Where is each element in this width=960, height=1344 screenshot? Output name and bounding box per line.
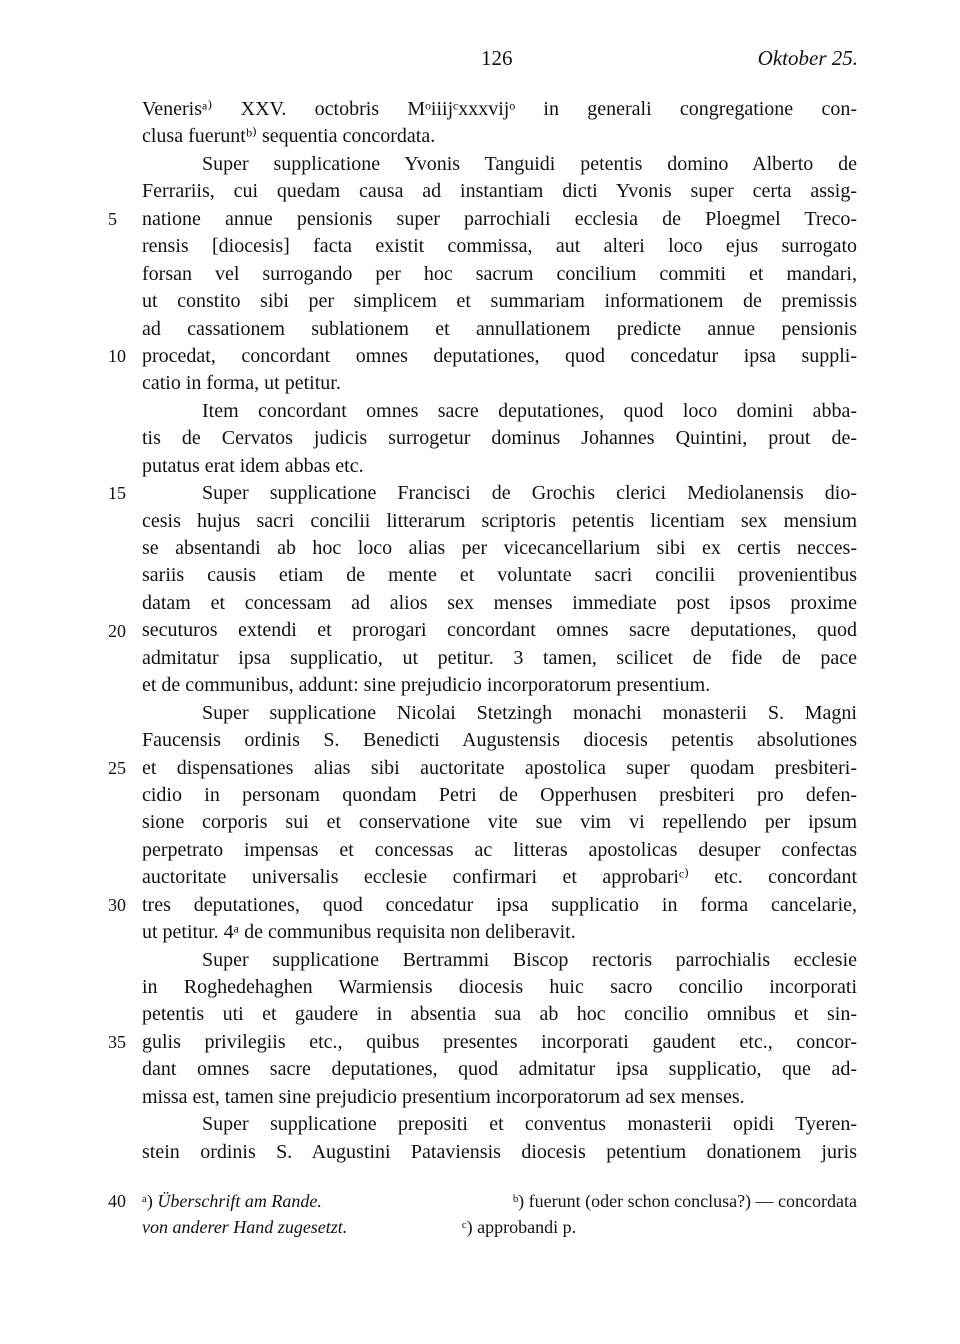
line-number: 25: [108, 757, 126, 778]
text-line: sariis causis etiam de mente et voluntate sacri concilii provenientibus: [142, 564, 857, 587]
text-line: missa est, tamen sine prejudicio presentium incorporatorum ad sex menses.: [142, 1085, 745, 1108]
text-line: procedat, concordant omnes deputationes, quod concedatur ipsa suppli-: [142, 344, 857, 367]
footnote-text: Überschrift am Rande.: [157, 1191, 322, 1211]
text-line: datam et concessam ad alios sex menses immediate post ipsos proxime: [142, 591, 857, 614]
footnote-text: fuerunt (oder schon conclusa?) — concordata: [528, 1191, 857, 1211]
body-text: [142, 96, 857, 1166]
text-line: cidio in personam quondam Petri de Opperhusen presbiteri pro defen-: [142, 783, 857, 806]
footnote-text: von anderer Hand zugesetzt.: [142, 1217, 348, 1237]
footnotes: [142, 1188, 857, 1240]
text-line: Venerisᵃ⁾ XXV. octobris Mᵒiiijᶜxxxvijᵒ in generali congregatione con-: [142, 98, 857, 120]
text-line: dant omnes sacre deputationes, quod admitatur ipsa supplicatio, que ad-: [142, 1058, 857, 1081]
text-line: cesis hujus sacri concilii litterarum scriptoris petentis licentiam sex mensium: [142, 509, 857, 532]
text-line: ut constito sibi per simplicem et summariam informationem de premissis: [142, 290, 857, 313]
running-title: Oktober 25.: [757, 46, 858, 70]
text-line: ut petitur. 4ᵃ de communibus requisita non deliberavit.: [142, 921, 576, 944]
page-header: [0, 46, 960, 76]
text-line: tres deputationes, quod concedatur ipsa supplicatio in forma cancelarie,: [142, 893, 857, 916]
text-line: Item concordant omnes sacre deputationes, quod loco domini abba-: [202, 399, 857, 422]
text-line: forsan vel surrogando per hoc sacrum concilium commiti et mandari,: [142, 262, 857, 285]
text-line: Super supplicatione Nicolai Stetzingh monachi monasterii S. Magni: [202, 701, 857, 724]
footnote-marker: ᵃ): [142, 1191, 153, 1211]
text-line: catio in forma, ut petitur.: [142, 372, 341, 395]
footnote-c: [462, 1214, 576, 1240]
footnote-line: [142, 1214, 857, 1240]
footnote-line-number: 40: [108, 1191, 126, 1211]
text-line: sione corporis sui et conservatione vite sue vim vi repellendo per ipsum: [142, 811, 857, 834]
text-line: se absentandi ab hoc loco alias per vicecancellarium sibi ex certis necces-: [142, 537, 857, 559]
line-number: 30: [108, 895, 126, 916]
line-number: 10: [108, 346, 126, 367]
line-number: 5: [108, 208, 117, 229]
text-line: et dispensationes alias sibi auctoritate apostolica super quodam presbiteri-: [142, 756, 857, 779]
footnote-text: approbandi p.: [477, 1217, 577, 1237]
footnote-b: [513, 1188, 857, 1214]
text-line: Ferrariis, cui quedam causa ad instantiam dicti Yvonis super certa assig-: [142, 180, 857, 203]
line-number: 35: [108, 1032, 126, 1053]
text-line: rensis [diocesis] facta existit commissa, aut alteri loco ejus surrogato: [142, 235, 857, 258]
text-line: Super supplicatione Bertrammi Biscop rectoris parrochialis ecclesie: [202, 948, 857, 971]
text-line: natione annue pensionis super parrochiali ecclesia de Ploegmel Treco-: [142, 207, 857, 230]
footnote-line: [142, 1188, 857, 1214]
page-number: 126: [481, 46, 513, 70]
line-number: 20: [108, 620, 126, 641]
text-line: admitatur ipsa supplicatio, ut petitur. 3 tamen, scilicet de fide de pace: [142, 646, 857, 669]
footnote-marker: ᶜ): [462, 1217, 473, 1237]
text-line: in Roghedehaghen Warmiensis diocesis huic sacro concilio incorporati: [142, 976, 857, 998]
text-line: gulis privilegiis etc., quibus presentes incorporati gaudent etc., concor-: [142, 1030, 857, 1053]
text-line: perpetrato impensas et concessas ac litteras apostolicas desuper confectas: [142, 838, 857, 861]
text-line: Super supplicatione prepositi et conventus monasterii opidi Tyeren-: [202, 1113, 857, 1136]
footnote-a: [142, 1188, 322, 1214]
text-line: stein ordinis S. Augustini Pataviensis diocesis petentium donationem juris: [142, 1140, 857, 1163]
line-number: 15: [108, 483, 126, 504]
text-line: Super supplicatione Francisci de Grochis clerici Mediolanensis dio-: [202, 482, 857, 505]
text-line: secuturos extendi et prorogari concordant omnes sacre deputationes, quod: [142, 619, 857, 642]
footnote-marker: ᵇ): [512, 1191, 525, 1211]
text-line: Super supplicatione Yvonis Tanguidi petentis domino Alberto de: [202, 152, 857, 175]
text-line: Faucensis ordinis S. Benedicti Augustensis diocesis petentis absolutiones: [142, 729, 857, 752]
text-line: ad cassationem sublationem et annullationem predicte annue pensionis: [142, 317, 857, 340]
text-line: auctoritate universalis ecclesie confirmari et approbariᶜ⁾ etc. concordant: [142, 866, 857, 889]
text-line: clusa fueruntᵇ⁾ sequentia concordata.: [142, 125, 436, 148]
text-line: petentis uti et gaudere in absentia sua ab hoc concilio omnibus et sin-: [142, 1003, 857, 1026]
text-line: tis de Cervatos judicis surrogetur dominus Johannes Quintini, prout de-: [142, 427, 857, 450]
text-line: putatus erat idem abbas etc.: [142, 454, 364, 477]
text-line: et de communibus, addunt: sine prejudicio incorporatorum presentium.: [142, 674, 711, 697]
